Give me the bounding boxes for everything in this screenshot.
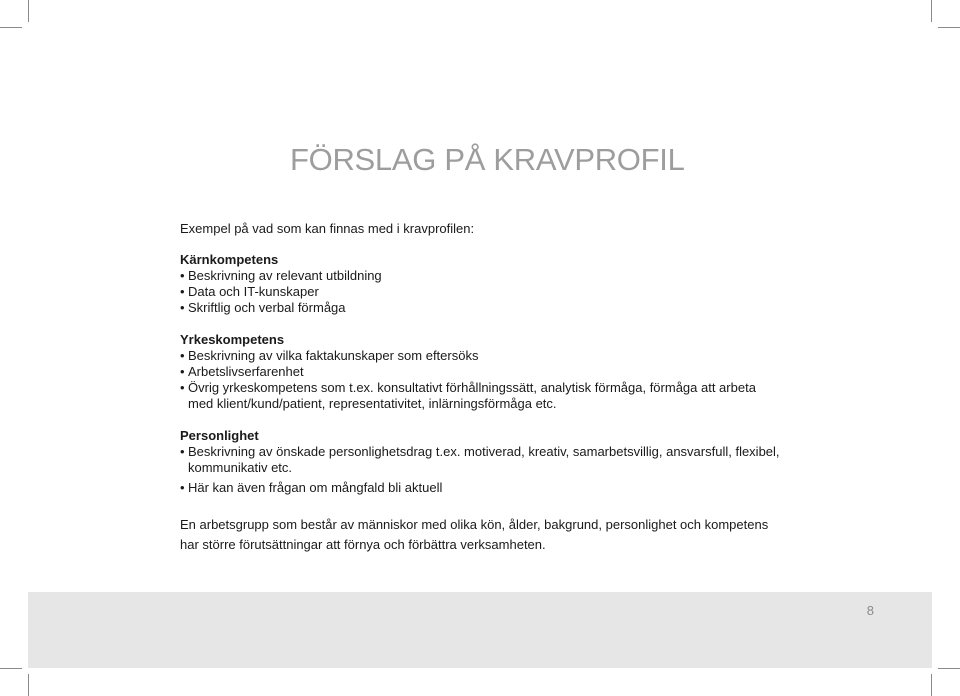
page-title: FÖRSLAG PÅ KRAVPROFIL — [290, 142, 685, 177]
section-karnkompetens — [180, 252, 780, 316]
list-item: • Beskrivning av önskade personlighetsdrag t.ex. motiverad, kreativ, samarbetsvillig, ansvarsfull, flexibel, kommunikativ etc. — [180, 444, 780, 476]
section-heading: Yrkeskompetens — [180, 332, 285, 347]
section-heading: Kärnkompetens — [180, 252, 279, 267]
section-yrkeskompetens — [180, 332, 780, 412]
list-item: • Skriftlig och verbal förmåga — [180, 300, 780, 316]
list-item: • Beskrivning av vilka faktakunskaper som eftersöks — [180, 348, 780, 364]
footer-bar — [28, 592, 932, 668]
crop-mark — [931, 674, 932, 696]
section-personlighet — [180, 428, 780, 496]
section-heading: Personlighet — [180, 428, 259, 443]
conclusion-text: En arbetsgrupp som består av människor med olika kön, ålder, bakgrund, personlighet och kompetens har större förutsättningar att förnya och förbättra verksamheten. — [180, 517, 769, 552]
crop-mark — [28, 674, 29, 696]
crop-mark — [28, 0, 29, 22]
page-number: 8 — [866, 603, 874, 618]
crop-mark — [938, 27, 960, 28]
list-item: • Beskrivning av relevant utbildning — [180, 268, 780, 284]
intro-text: Exempel på vad som kan finnas med i kravprofilen: — [180, 221, 475, 236]
list-item: • Arbetslivserfarenhet — [180, 364, 780, 380]
crop-mark — [931, 0, 932, 22]
crop-mark — [0, 27, 22, 28]
crop-mark — [938, 668, 960, 669]
list-item: • Övrig yrkeskompetens som t.ex. konsultativt förhållningssätt, analytisk förmåga, förmåga att arbeta med klient/kund/patient, representativitet, inlärningsförmåga etc. — [180, 380, 780, 412]
crop-mark — [0, 668, 22, 669]
list-item: • Här kan även frågan om mångfald bli aktuell — [180, 480, 780, 496]
list-item: • Data och IT-kunskaper — [180, 284, 780, 300]
